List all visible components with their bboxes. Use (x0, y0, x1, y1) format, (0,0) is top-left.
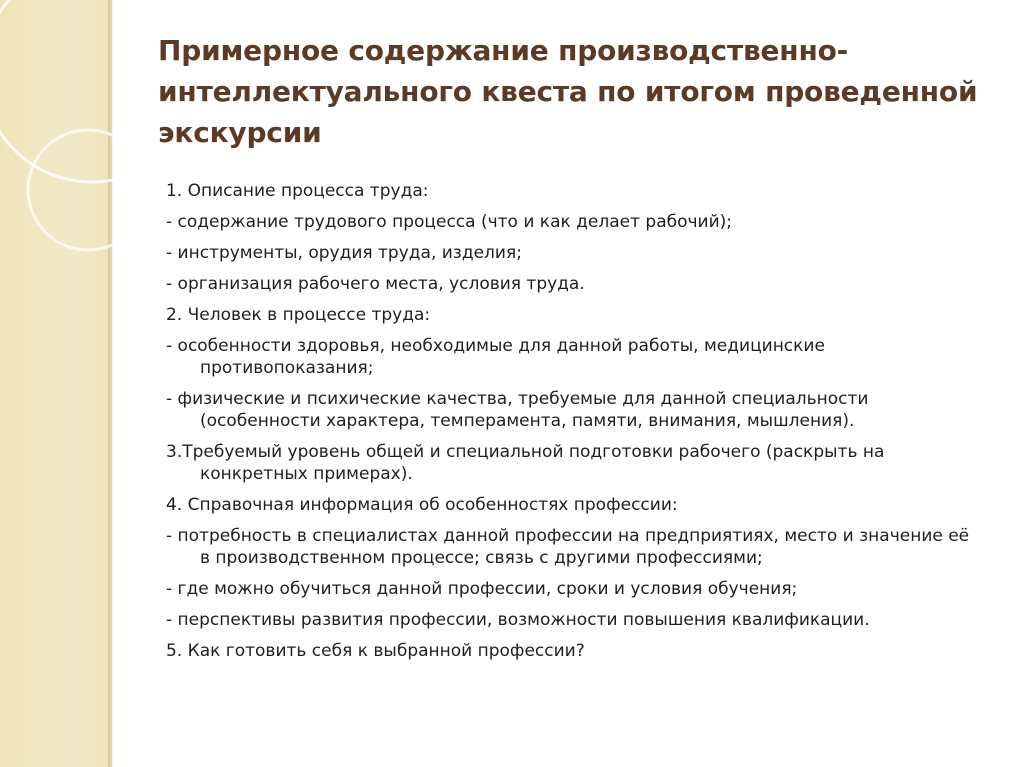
decorative-ring-small (28, 130, 148, 250)
list-item: - особенности здоровья, необходимые для данной работы, медицинские противопоказания; (166, 336, 825, 378)
list-item: - потребность в специалистах данной профессии на предприятиях, место и значение её в производственном процессе; связь с другими профессиями; (166, 526, 970, 568)
list-item: - содержание трудового процесса (что и как делает рабочий); (166, 212, 733, 232)
list-item: 5. Как готовить себя к выбранной профессии? (166, 641, 585, 661)
list-item: 1. Описание процесса труда: (166, 181, 429, 201)
list-item: - инструменты, орудия труда, изделия; (166, 243, 522, 263)
list-item: - перспективы развития профессии, возможности повышения квалификации. (166, 610, 870, 630)
decorative-rings (0, 0, 140, 300)
list-item: 4. Справочная информация об особенностях профессии: (166, 495, 678, 515)
content-list (166, 180, 981, 671)
list-item: - организация рабочего места, условия труда. (166, 274, 585, 294)
list-item: - физические и психические качества, требуемые для данной специальности (особенности характера, темперамента, памяти, внимания, мышления). (166, 389, 869, 431)
slide-title: Примерное содержание производственно-интеллектуального квеста по итогом проведенной экскурсии (158, 34, 978, 149)
list-item: 2. Человек в процессе труда: (166, 305, 431, 325)
list-item: - где можно обучиться данной профессии, сроки и условия обучения; (166, 579, 798, 599)
list-item: 3.Требуемый уровень общей и специальной подготовки рабочего (раскрыть на конкретных примерах). (166, 442, 885, 484)
